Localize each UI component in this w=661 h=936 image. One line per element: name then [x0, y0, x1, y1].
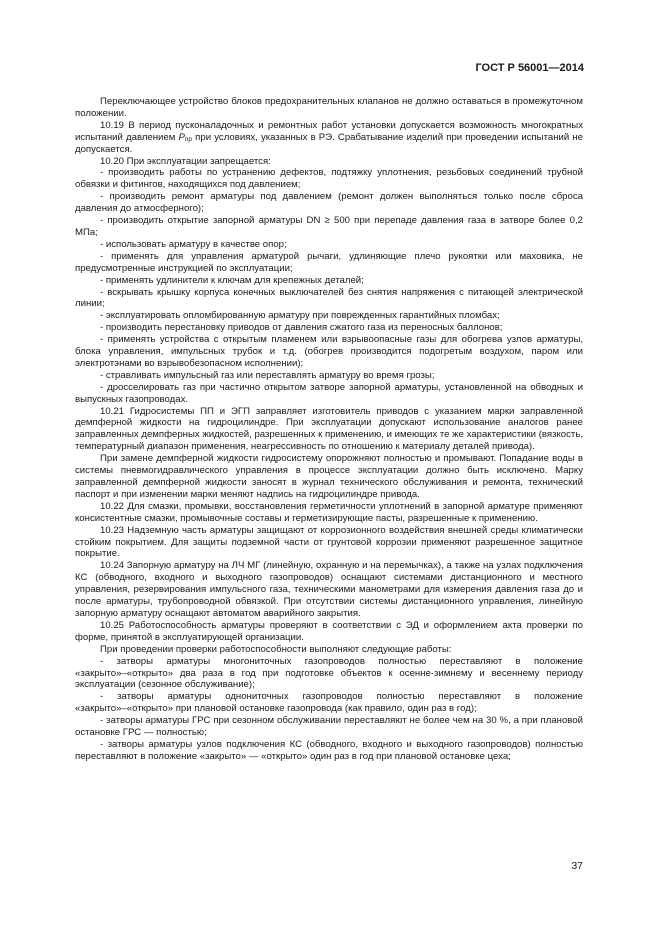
list-item: - использовать арматуру в качестве опор;	[100, 238, 287, 250]
list-item: - производить открытие запорной арматуры DN ≥ 500 при перепаде давления газа в затворе более 0,2 МПа;	[75, 215, 583, 238]
list-item: - затворы арматуры однониточных газопроводов полностью переставляют в положение «закрыто»–«открыто» при плановой остановке газопровода (как правило, один раз в год);	[75, 691, 583, 715]
list-item: - затворы арматуры узлов подключения КС (обводного, входного и выходного газопроводов) полностью переставляют в положение «закрыто» — «открыто» один раз в год при плановой остановке цеха;	[75, 738, 583, 762]
paragraph: 10.23 Надземную часть арматуры защищают от коррозионного воздействия внешней среды климатически стойким покрытием. Для защиты подземной части от грунтовой коррозии применяют разрешенное защитное покрытие.	[75, 524, 583, 560]
list-item: - производить перестановку приводов от давления сжатого газа из переносных баллонов;	[100, 322, 503, 334]
paragraph: Переключающее устройство блоков предохранительных клапанов не должно оставаться в промежуточном положении.	[75, 96, 583, 119]
paragraph: 10.25 Работоспособность арматуры проверяют в соответствии с ЭД и оформлением акта проверки по форме, принятой в эксплуатирующей организации.	[75, 619, 583, 643]
paragraph: 10.22 Для смазки, промывки, восстановления герметичности уплотнений в запорной арматуре применяют консистентные смазки, промывочные составы и герметизирующие пасты, разрешенные к применению.	[75, 500, 583, 524]
paragraph: 10.20 При эксплуатации запрещается:	[100, 155, 271, 167]
paragraph: 10.24 Запорную арматуру на ЛЧ МГ (линейную, охранную и на перемычках), а также на узлах подключения КС (обводного, входного и выходного газопроводов) оснащают системами дистанционного и местного управления, резервирования импульсного газа, техническими манометрами для измерения давления газа до и после арматуры, трубопроводной обвязкой. При отсутствии системы дистанционного управления, линейную запорную арматуру оснащают автоматом аварийного закрытия.	[75, 560, 583, 619]
document-header: ГОСТ Р 56001—2014	[475, 62, 584, 74]
paragraph-10-19	[75, 120, 583, 156]
paragraph-text: 10.19 В период пусконаладочных и ремонтных работ установки допускается возможность многократных испытаний давлением	[75, 119, 583, 143]
paragraph: При проведении проверки работоспособности выполняют следующие работы:	[100, 643, 452, 655]
paragraph: 10.21 Гидросистемы ПП и ЭГП заправляет изготовитель приводов с указанием марки заправленной демпферной жидкости на гидроцилиндре. При эксплуатации допускают использование аналогов ранее заправленных демпферных жидкостей, разрешенных к применению, и имеющих те же характеристики (вязкость, температурный диапазон применения, неагрессивность по отношению к материалу деталей привода).	[75, 405, 583, 453]
list-item: - применять удлинители к ключам для крепежных деталей;	[100, 274, 364, 286]
document-body	[75, 96, 583, 763]
pressure-symbol: P	[178, 131, 185, 143]
pressure-subscript: пр	[184, 135, 193, 143]
list-item: - эксплуатировать опломбированную арматуру при поврежденных гарантийных пломбах;	[100, 310, 500, 322]
paragraph: При замене демпферной жидкости гидросистему опорожняют полностью и промывают. Попадание воды в системы пневмогидравлического управления в процессе эксплуатации должно быть исключено. Марку заправленной демпферной жидкости заносят в журнал технического обслуживания и ремонта, технический паспорт и при изменении марки меняют надпись на гидроцилиндре привода.	[75, 453, 583, 500]
list-item: - затворы арматуры многониточных газопроводов полностью переставляют в положение «закрыто»–«открыто» два раза в год при подготовке объектов к осенне-зимнему и весеннему периоду эксплуатации (сезонное обслуживание);	[75, 655, 583, 691]
list-item: - стравливать импульсный газ или переставлять арматуру во время грозы;	[100, 369, 435, 381]
list-item: - применять устройства с открытым пламенем или взрывоопасные газы для обогрева узлов арматуры, блока управления, импульсных трубок и т.д. (обогрев производится подогретым воздухом, паром или электротэнами во взрывобезопасном исполнении);	[75, 334, 583, 369]
list-item: - дросселировать газ при частично открытом затворе запорной арматуры, установленной на обводных и выпускных газопроводах.	[75, 381, 583, 405]
list-item: - производить работы по устранению дефектов, подтяжку уплотнения, резьбовых соединений трубной обвязки и фитингов, находящихся под давлением;	[75, 167, 583, 191]
list-item: - применять для управления арматурой рычаги, удлиняющие плечо рукоятки или маховика, не предусмотренные инструкцией по эксплуатации;	[75, 250, 583, 274]
paragraph-text-tail: при условиях, указанных в РЭ. Срабатывание изделий при проведении испытаний не допускается.	[75, 131, 583, 155]
list-item: - затворы арматуры ГРС при сезонном обслуживании переставляют не более чем на 30 %, а при плановой остановке ГРС — полностью;	[75, 715, 583, 739]
list-item: - производить ремонт арматуры под давлением (ремонт должен выполняться только после сброса давления до атмосферного);	[75, 191, 583, 215]
list-item: - вскрывать крышку корпуса конечных выключателей без снятия напряжения с питающей электрической линии;	[75, 286, 583, 310]
page-number: 37	[571, 860, 583, 872]
